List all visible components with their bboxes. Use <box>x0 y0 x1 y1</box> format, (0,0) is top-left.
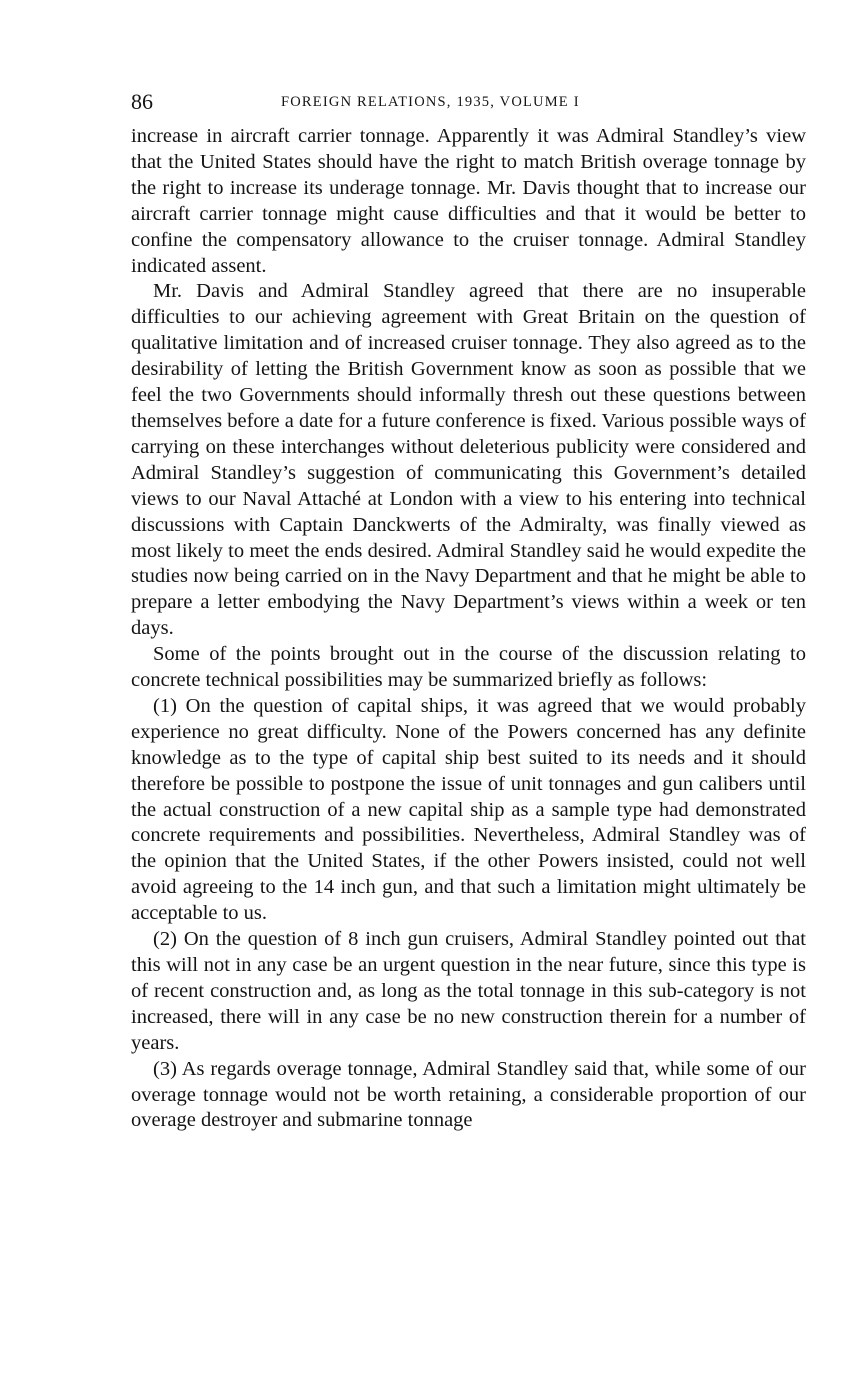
body-text <box>131 124 806 1134</box>
document-page <box>131 88 806 1134</box>
paragraph-point-1-capital-ships: (1) On the question of capital ships, it was agreed that we would probably experience no great difficulty. None of the Powers concerned has any definite knowledge as to the type of capital ship best suited to its needs and it should therefore be possible to postpone the issue of unit tonnages and gun calibers until the actual construction of a new capital ship as a sample type had demonstrated concrete requirements and possibilities. Nevertheless, Admiral Standley was of the opinion that the United States, if the other Powers insisted, could not well avoid agreeing to the 14 inch gun, and that such a limitation might ultimately be acceptable to us. <box>131 694 806 925</box>
paragraph-agreement: Mr. Davis and Admiral Standley agreed that there are no insuperable difficulties to our achieving agreement with Great Britain on the question of qualitative limitation and of increased cruiser tonnage. They also agreed as to the desirability of letting the British Government know as soon as possible that we feel the two Governments should informally thresh out these questions between themselves before a date for a future conference is fixed. Various possible ways of carrying on these interchanges without deleterious publicity were considered and Admiral Standley’s suggestion of communicating this Government’s detailed views to our Naval Attaché at London with a view to his entering into technical discussions with Captain Danckwerts of the Admiralty, was finally viewed as most likely to meet the ends desired. Admiral Standley said he would expedite the studies now being carried on in the Navy Department and that he might be able to prepare a letter embodying the Navy Department’s views within a week or ten days. <box>131 280 806 640</box>
paragraph-point-2-cruisers: (2) On the question of 8 inch gun cruisers, Admiral Standley pointed out that this will not in any case be an urgent question in the near future, since this type is of recent construction and, as long as the total tonnage in this sub-category is not increased, there will in any case be no new construction therein for a number of years. <box>131 928 806 1054</box>
paragraph-continuation: increase in aircraft carrier tonnage. Apparently it was Admiral Standley’s view that the United States should have the right to match British overage tonnage by the right to increase its underage tonnage. Mr. Davis thought that to increase our aircraft carrier tonnage might cause difficulties and that it would be better to confine the compensatory allowance to the cruiser tonnage. Admiral Standley indicated assent. <box>131 125 806 277</box>
page-number: 86 <box>131 89 153 114</box>
paragraph-point-3-overage-tonnage: (3) As regards overage tonnage, Admiral Standley said that, while some of our overage tonnage would not be worth retaining, a considerable proportion of our overage destroyer and submarine tonnage <box>131 1057 806 1132</box>
running-title: FOREIGN RELATIONS, 1935, VOLUME I <box>281 94 580 110</box>
paragraph-points-intro: Some of the points brought out in the course of the discussion relating to concrete technical possibilities may be summarized briefly as follows: <box>131 643 806 692</box>
running-header <box>131 88 806 118</box>
